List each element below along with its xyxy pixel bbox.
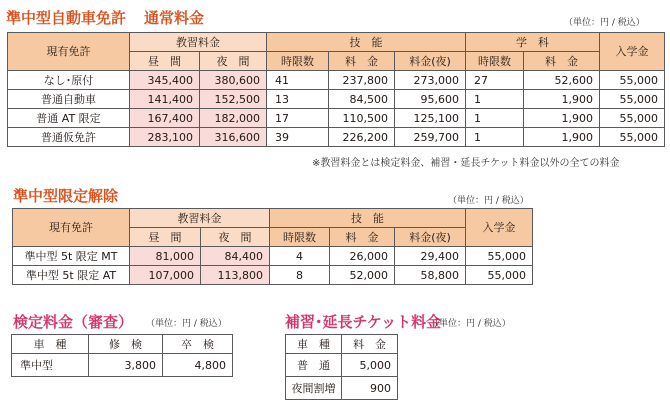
- cell-night-fee: 380,600: [200, 71, 267, 90]
- cell-entry-fee: 55,000: [600, 90, 665, 109]
- cell-vehicle-type: 夜間割増: [286, 377, 342, 400]
- cell-vehicle-type: 普 通: [286, 354, 342, 377]
- cell-day-fee: 167,400: [130, 109, 200, 128]
- cell-day-fee: 141,400: [130, 90, 200, 109]
- cell-entry-fee: 55,000: [600, 71, 665, 90]
- header-sotsuken: 卒 検: [163, 335, 233, 354]
- ticket-fee-table: [285, 334, 398, 400]
- table-row: [286, 354, 398, 377]
- cell-entry-fee: 55,000: [600, 128, 665, 147]
- table-row: [8, 90, 665, 109]
- cell-skill-hours: 4: [270, 247, 330, 266]
- header-entry: 入学金: [466, 209, 533, 247]
- cell-skill-hours: 8: [270, 266, 330, 285]
- cell-skill-hours: 17: [267, 109, 329, 128]
- cell-license: なし･原付: [8, 71, 130, 90]
- cell-night-fee: 316,600: [200, 128, 267, 147]
- cell-night-fee: 84,400: [201, 247, 270, 266]
- title-sub: 通常料金: [144, 9, 205, 27]
- cell-study-fee: 52,600: [524, 71, 600, 90]
- header-skill-fee-night: 料金(夜): [395, 228, 466, 247]
- cell-night-fee: 182,000: [200, 109, 267, 128]
- header-skill: 技 能: [267, 33, 466, 52]
- cell-skill-fee: 84,500: [329, 90, 395, 109]
- cell-skill-fee-night: 273,000: [395, 71, 466, 90]
- header-study: 学 科: [466, 33, 600, 52]
- cell-entry-fee: 55,000: [600, 109, 665, 128]
- cell-skill-fee: 52,000: [330, 266, 395, 285]
- cell-day-fee: 283,100: [130, 128, 200, 147]
- section-title-exam-fees: 検定料金（審査）: [13, 313, 134, 331]
- header-vehicle-type: 車 種: [12, 335, 89, 354]
- cell-skill-fee: 237,800: [329, 71, 395, 90]
- unit-note: （単位：円 / 税込）: [448, 196, 529, 206]
- cell-license: 準中型 5t 限定 AT: [13, 266, 130, 285]
- header-night: 夜 間: [201, 228, 270, 247]
- table-row: [12, 354, 233, 377]
- table-row: [13, 247, 533, 266]
- cell-skill-fee: 226,200: [329, 128, 395, 147]
- table-row: [13, 266, 533, 285]
- cell-license: 普通仮免許: [8, 128, 130, 147]
- header-study-hours: 時限数: [466, 52, 524, 71]
- cell-study-fee: 1,900: [524, 109, 600, 128]
- title-main: 準中型自動車免許: [6, 9, 127, 27]
- cell-study-fee: 1,900: [524, 90, 600, 109]
- header-day: 昼 間: [130, 228, 201, 247]
- cell-fee: 5,000: [342, 354, 398, 377]
- cell-night-fee: 113,800: [201, 266, 270, 285]
- header-skill-fee: 料 金: [329, 52, 395, 71]
- exam-fee-table: [11, 334, 233, 377]
- unit-note: （単位：円 / 税込）: [430, 319, 511, 329]
- cell-license: 準中型 5t 限定 MT: [13, 247, 130, 266]
- cell-day-fee: 81,000: [130, 247, 201, 266]
- header-tuition: 教習料金: [130, 209, 270, 228]
- section-title-limit-removal: 準中型限定解除: [13, 187, 119, 205]
- header-entry: 入学金: [600, 33, 665, 71]
- cell-study-hours: 27: [466, 71, 524, 90]
- section-title-supplementary-tickets: 補習･延長チケット料金: [285, 313, 442, 331]
- header-day: 昼 間: [130, 52, 200, 71]
- header-fee: 料 金: [342, 335, 398, 354]
- footnote: ※教習料金とは検定料金、補習・延長チケット料金以外の全ての料金: [312, 158, 620, 169]
- cell-day-fee: 345,400: [130, 71, 200, 90]
- limit-removal-table: [12, 208, 533, 285]
- unit-note: （単位：円 / 税込）: [146, 319, 227, 329]
- standard-fee-table: [7, 32, 665, 147]
- header-vehicle-type: 車 種: [286, 335, 342, 354]
- cell-study-hours: 1: [466, 128, 524, 147]
- cell-shuken-fee: 3,800: [89, 354, 163, 377]
- header-skill-hours: 時限数: [270, 228, 330, 247]
- header-night: 夜 間: [200, 52, 267, 71]
- section-title-standard-fees: [6, 9, 204, 27]
- header-tuition: 教習料金: [130, 33, 267, 52]
- cell-skill-fee-night: 95,600: [395, 90, 466, 109]
- cell-entry-fee: 55,000: [466, 247, 533, 266]
- cell-skill-fee: 110,500: [329, 109, 395, 128]
- table-row: [8, 71, 665, 90]
- header-license: 現有免許: [13, 209, 130, 247]
- table-row: [8, 109, 665, 128]
- header-skill-fee: 料 金: [330, 228, 395, 247]
- cell-day-fee: 107,000: [130, 266, 201, 285]
- cell-skill-hours: 39: [267, 128, 329, 147]
- cell-sotsuken-fee: 4,800: [163, 354, 233, 377]
- cell-skill-fee-night: 29,400: [395, 247, 466, 266]
- cell-skill-fee: 26,000: [330, 247, 395, 266]
- cell-night-fee: 152,500: [200, 90, 267, 109]
- header-study-fee: 料 金: [524, 52, 600, 71]
- cell-skill-fee-night: 259,700: [395, 128, 466, 147]
- table-row: [8, 128, 665, 147]
- cell-entry-fee: 55,000: [466, 266, 533, 285]
- cell-vehicle-type: 準中型: [12, 354, 89, 377]
- header-shuken: 修 検: [89, 335, 163, 354]
- table-row: [286, 377, 398, 400]
- header-license: 現有免許: [8, 33, 130, 71]
- unit-note: （単位：円 / 税込）: [564, 18, 645, 28]
- cell-license: 普通 AT 限定: [8, 109, 130, 128]
- header-skill: 技 能: [270, 209, 466, 228]
- cell-skill-hours: 13: [267, 90, 329, 109]
- cell-study-hours: 1: [466, 109, 524, 128]
- cell-skill-fee-night: 125,100: [395, 109, 466, 128]
- cell-license: 普通自動車: [8, 90, 130, 109]
- header-skill-hours: 時限数: [267, 52, 329, 71]
- cell-fee: 900: [342, 377, 398, 400]
- cell-skill-fee-night: 58,800: [395, 266, 466, 285]
- cell-study-fee: 1,900: [524, 128, 600, 147]
- cell-skill-hours: 41: [267, 71, 329, 90]
- cell-study-hours: 1: [466, 90, 524, 109]
- header-skill-fee-night: 料金(夜): [395, 52, 466, 71]
